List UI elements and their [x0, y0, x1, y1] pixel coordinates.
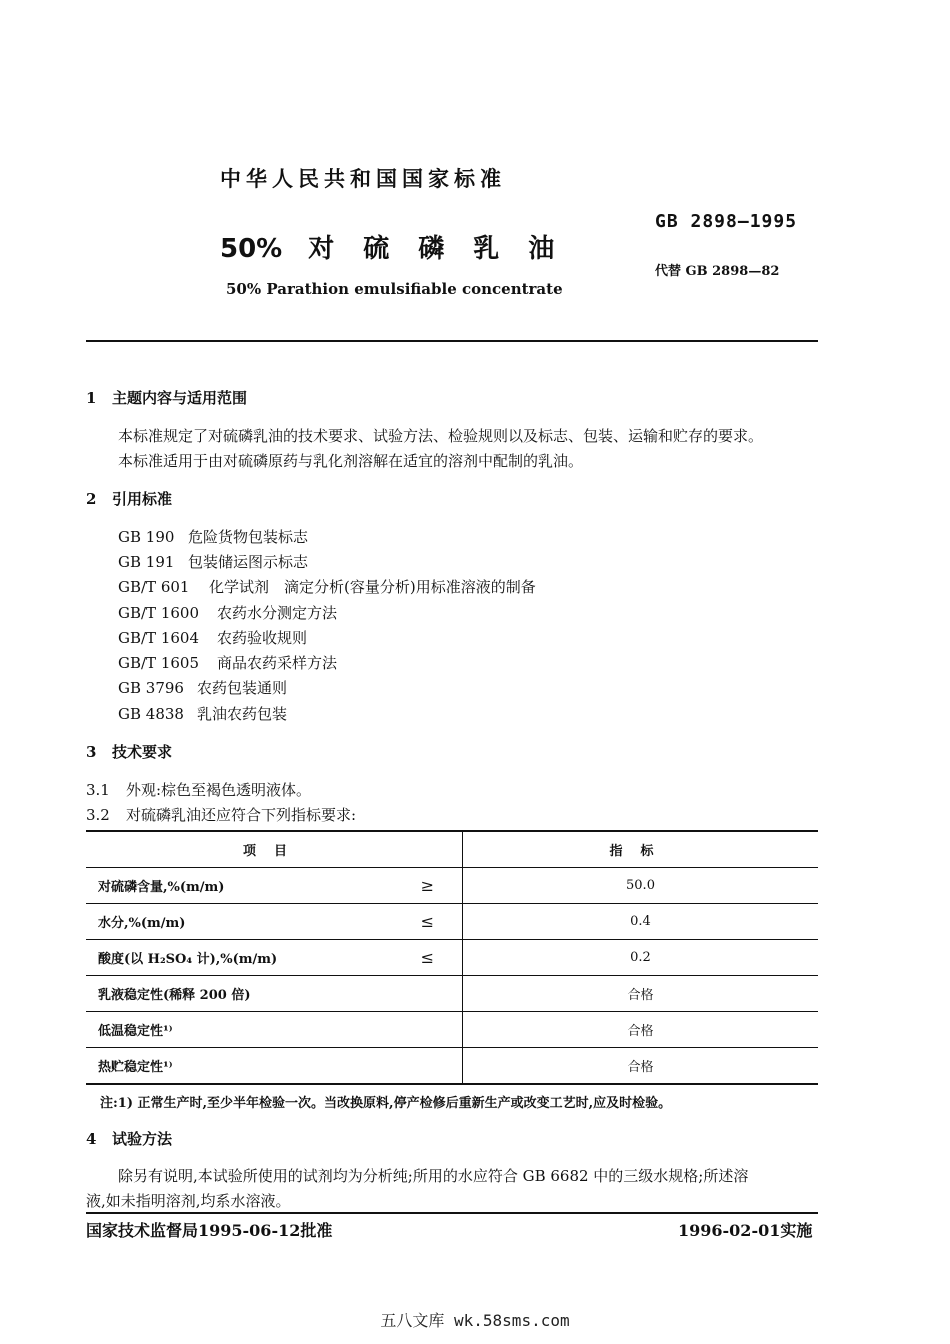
- table-header-row: [86, 831, 818, 868]
- row-item: 热贮稳定性¹⁾: [86, 1048, 463, 1085]
- row-value: 合格: [463, 1012, 819, 1048]
- section-title: 主题内容与适用范围: [112, 389, 248, 407]
- section-1-heading: [86, 387, 247, 408]
- title-char: 磷: [418, 234, 448, 264]
- document-title-en: 50% Parathion emulsifiable concentrate: [226, 280, 563, 298]
- comparison-operator: ≥: [420, 876, 434, 895]
- section-number: 1: [86, 389, 97, 407]
- section-1-para-2: 本标准适用于由对硫磷原药与乳化剂溶解在适宜的溶剂中配制的乳油。: [118, 452, 584, 470]
- subsection-3-2: [86, 804, 356, 825]
- row-value: 合格: [463, 976, 819, 1012]
- section-4-para-line-2: 液,如未指明溶剂,均系水溶液。: [86, 1192, 291, 1210]
- subsection-text: 对硫磷乳油还应符合下列指标要求:: [126, 806, 357, 824]
- reference-name: 农药水分测定方法: [217, 604, 338, 622]
- reference-item: [118, 526, 308, 547]
- title-char: 对: [308, 234, 338, 264]
- subsection-3-1: [86, 779, 311, 800]
- reference-name: 包装储运图示标志: [188, 553, 309, 571]
- subsection-number: 3.1: [86, 781, 110, 799]
- row-value: 0.2: [463, 940, 819, 976]
- reference-item: [118, 576, 536, 597]
- reference-code: GB/T 1600: [118, 604, 200, 622]
- table-row: [86, 940, 818, 976]
- table-row: [86, 976, 818, 1012]
- reference-name: 乳油农药包装: [197, 705, 288, 723]
- title-char: 乳: [473, 234, 503, 264]
- reference-code: GB 3796: [118, 679, 184, 697]
- reference-code: GB/T 601: [118, 578, 190, 596]
- section-3-heading: [86, 741, 172, 762]
- row-value: 50.0: [463, 868, 819, 904]
- reference-name: 农药验收规则: [217, 629, 308, 647]
- title-char: 硫: [363, 234, 393, 264]
- section-4-para-line-1: 除另有说明,本试验所使用的试剂均为分析纯;所用的水应符合 GB 6682 中的三级水规格;所述溶: [118, 1167, 749, 1185]
- header-value: 指标: [463, 831, 819, 868]
- subsection-number: 3.2: [86, 806, 110, 824]
- section-title: 技术要求: [112, 743, 173, 761]
- section-number: 3: [86, 743, 97, 761]
- reference-code: GB/T 1604: [118, 629, 200, 647]
- section-number: 4: [86, 1130, 97, 1148]
- table-row: [86, 904, 818, 940]
- footer-divider: [86, 1212, 818, 1214]
- section-4-heading: [86, 1128, 172, 1149]
- table-row: [86, 1012, 818, 1048]
- row-item: 低温稳定性¹⁾: [86, 1012, 463, 1048]
- row-item: 乳液稳定性(稀释 200 倍): [86, 976, 463, 1012]
- comparison-operator: ≤: [420, 948, 434, 967]
- section-title: 试验方法: [112, 1130, 173, 1148]
- reference-name: 危险货物包装标志: [188, 528, 309, 546]
- comparison-operator: ≤: [420, 912, 434, 931]
- reference-name: 农药包装通则: [197, 679, 288, 697]
- table-row: [86, 1048, 818, 1085]
- approval-date: 国家技术监督局1995-06-12批准: [86, 1221, 333, 1240]
- table-note: 注:1) 正常生产时,至少半年检验一次。当改换原料,停产检修后重新生产或改变工艺时,应及时检验。: [100, 1096, 672, 1111]
- section-1-para-1: 本标准规定了对硫磷乳油的技术要求、试验方法、检验规则以及标志、包装、运输和贮存的要求。: [118, 427, 764, 445]
- reference-item: [118, 602, 337, 623]
- replaces-standard: 代替 GB 2898—82: [655, 264, 780, 279]
- table-row: [86, 868, 818, 904]
- row-item: 水分,%(m/m) ≤: [86, 904, 463, 940]
- effective-date: 1996-02-01实施: [678, 1221, 813, 1240]
- reference-item: [118, 703, 287, 724]
- header-divider: [86, 340, 818, 342]
- reference-code: GB 191: [118, 553, 175, 571]
- reference-name: 商品农药采样方法: [217, 654, 338, 672]
- section-number: 2: [86, 490, 97, 508]
- national-standard-heading: 中华人民共和国国家标准: [220, 167, 506, 191]
- reference-code: GB 190: [118, 528, 175, 546]
- title-percent: 50%: [220, 234, 283, 264]
- row-item: 酸度(以 H₂SO₄ 计),%(m/m) ≤: [86, 940, 463, 976]
- header-item: 项目: [86, 831, 463, 868]
- title-char: 油: [528, 234, 558, 264]
- reference-code: GB 4838: [118, 705, 184, 723]
- reference-name: 化学试剂 滴定分析(容量分析)用标准溶液的制备: [209, 578, 536, 596]
- section-2-heading: [86, 488, 172, 509]
- section-title: 引用标准: [112, 490, 173, 508]
- subsection-text: 外观:棕色至褐色透明液体。: [126, 781, 312, 799]
- reference-item: [118, 551, 308, 572]
- document-title-cn: [220, 228, 557, 265]
- standard-number: GB 2898—1995: [655, 211, 798, 232]
- specification-table: [86, 830, 818, 1085]
- reference-item: [118, 677, 287, 698]
- site-watermark: 五八文库 wk.58sms.com: [380, 1311, 570, 1330]
- reference-item: [118, 627, 307, 648]
- reference-item: [118, 652, 337, 673]
- row-item: 对硫磷含量,%(m/m) ≥: [86, 868, 463, 904]
- row-value: 0.4: [463, 904, 819, 940]
- reference-code: GB/T 1605: [118, 654, 200, 672]
- row-value: 合格: [463, 1048, 819, 1085]
